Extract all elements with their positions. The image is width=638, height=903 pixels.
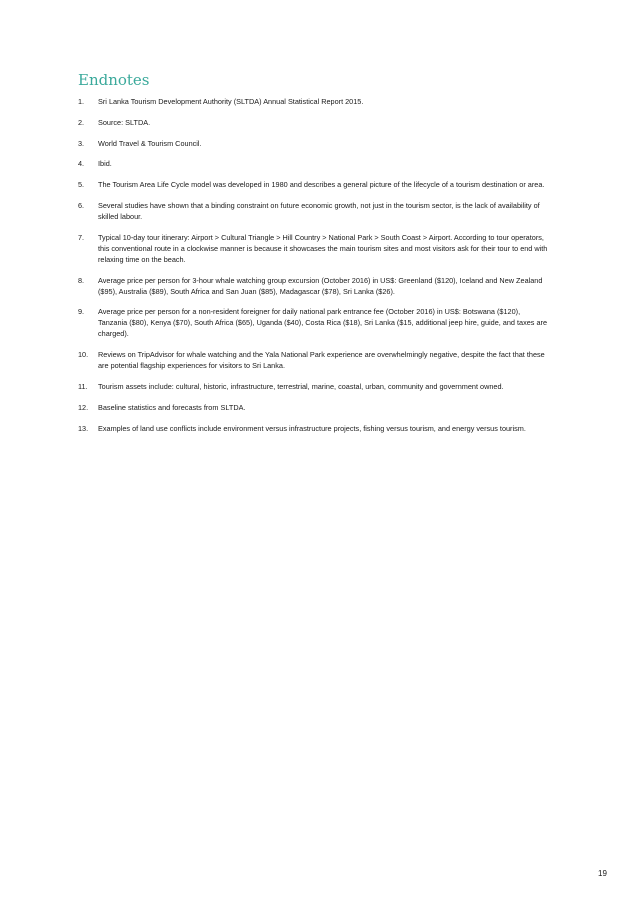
endnote-number: 11. bbox=[78, 381, 88, 391]
endnote-text: Tourism assets include: cultural, historic, infrastructure, terrestrial, marine, coastal, urban, community and government owned. bbox=[98, 381, 504, 391]
endnote-number: 10. bbox=[78, 350, 89, 360]
endnote-text: Average price per person for 3-hour whale watching group excursion (October 2016) in US$: Greenland ($120), Iceland and New Zealand ($95), Australia ($89), South Africa and San Juan ($85), Madagascar ($78), Sri Lanka ($26). bbox=[98, 275, 543, 296]
endnote-number: 5. bbox=[78, 180, 85, 190]
endnote-number: 12. bbox=[78, 402, 89, 412]
endnote-text: Ibid. bbox=[98, 159, 112, 169]
endnote-item bbox=[78, 138, 548, 149]
endnote-item bbox=[78, 423, 548, 434]
endnotes-list bbox=[78, 96, 548, 443]
endnote-number: 8. bbox=[78, 275, 85, 285]
endnote-item bbox=[78, 306, 548, 339]
endnote-number: 6. bbox=[78, 200, 85, 210]
endnote-number: 3. bbox=[78, 138, 85, 148]
endnote-item bbox=[78, 381, 548, 392]
endnote-text: Reviews on TripAdvisor for whale watching and the Yala National Park experience are overwhelmingly negative, despite the fact that these are potential flagship experiences for visitors to Sri Lanka. bbox=[98, 350, 545, 371]
endnote-item bbox=[78, 275, 548, 297]
endnote-item bbox=[78, 96, 548, 107]
endnote-item bbox=[78, 232, 548, 265]
page-number: 19 bbox=[598, 869, 607, 878]
endnote-text: Average price per person for a non-resident foreigner for daily national park entrance fee (October 2016) in US$: Botswana ($120), Tanzania ($80), Kenya ($70), South Africa ($65), Uganda ($40), Costa Rica ($18), Sri Lanka ($15, additional jeep hire, guide, and taxes are charged). bbox=[98, 307, 548, 339]
endnote-item bbox=[78, 117, 548, 128]
endnote-number: 9. bbox=[78, 307, 85, 317]
endnote-text: Several studies have shown that a binding constraint on future economic growth, not just in the tourism sector, is the lack of availability of skilled labour. bbox=[98, 200, 540, 221]
endnote-text: Examples of land use conflicts include environment versus infrastructure projects, fishing versus tourism, and energy versus tourism. bbox=[98, 423, 526, 433]
endnote-item bbox=[78, 179, 548, 190]
endnote-item bbox=[78, 158, 548, 169]
endnote-text: Sri Lanka Tourism Development Authority (SLTDA) Annual Statistical Report 2015. bbox=[98, 97, 364, 106]
endnote-number: 4. bbox=[78, 159, 85, 169]
page-title: Endnotes bbox=[78, 71, 150, 89]
endnote-number: 7. bbox=[78, 232, 85, 242]
endnote-item bbox=[78, 349, 548, 371]
endnote-number: 13. bbox=[78, 423, 89, 433]
endnote-text: Source: SLTDA. bbox=[98, 117, 151, 127]
endnote-number: 2. bbox=[78, 117, 85, 127]
endnote-item bbox=[78, 200, 548, 222]
endnote-item bbox=[78, 402, 548, 413]
endnote-number: 1. bbox=[78, 97, 85, 106]
endnote-text: Baseline statistics and forecasts from SLTDA. bbox=[98, 402, 246, 412]
endnote-text: Typical 10-day tour itinerary: Airport > Cultural Triangle > Hill Country > National Park > South Coast > Airport. According to tour operators, this conventional route in a clockwise manner is because it showcases the main tourism sites and most visitors ask for their tour to end with relaxing time on the beach. bbox=[98, 232, 548, 264]
endnote-text: The Tourism Area Life Cycle model was developed in 1980 and describes a general picture of the lifecycle of a tourism destination or area. bbox=[98, 180, 545, 190]
endnote-text: World Travel & Tourism Council. bbox=[98, 138, 202, 148]
